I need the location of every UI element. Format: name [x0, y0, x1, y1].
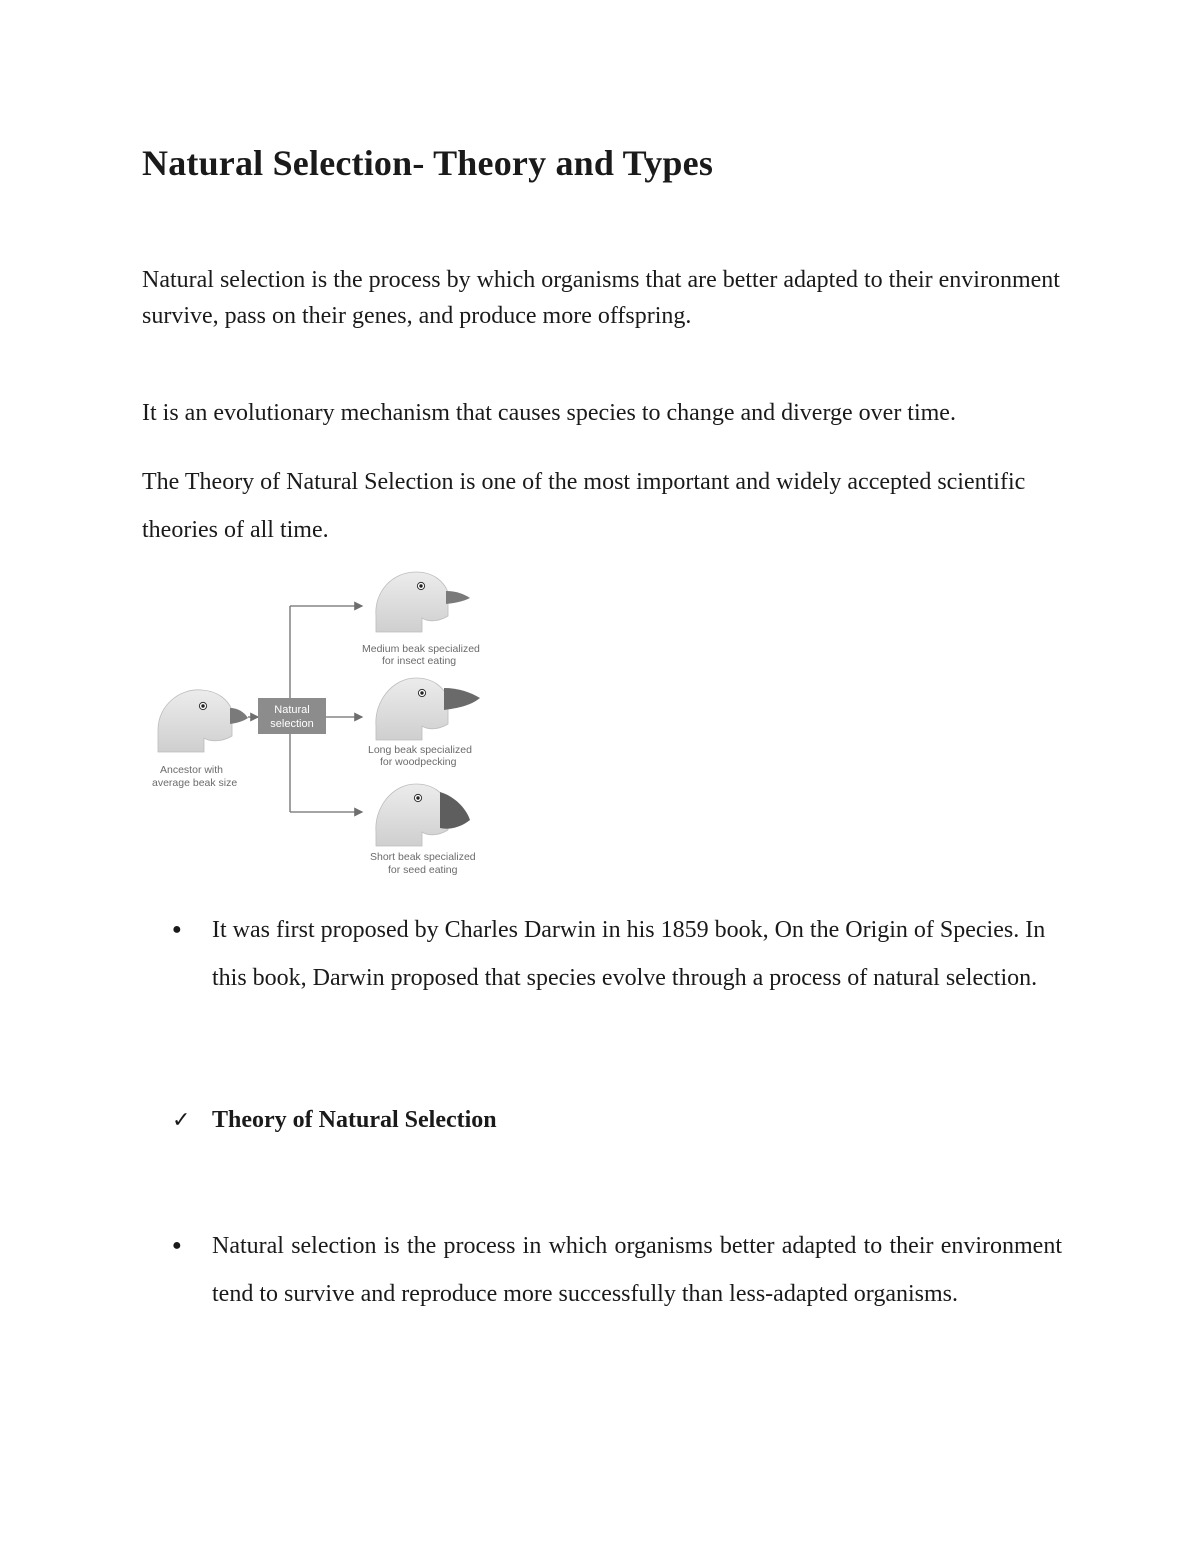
- ancestor-bird-icon: [158, 690, 248, 752]
- long-beak-bird-icon: [376, 678, 480, 740]
- paragraph-importance: The Theory of Natural Selection is one of the most important and widely accepted scientific theories of all time.: [142, 469, 1026, 543]
- long-beak-label-line1: Long beak specialized: [368, 744, 472, 756]
- natural-selection-box: [258, 698, 326, 734]
- natural-selection-label-line1: Natural: [274, 704, 310, 716]
- natural-selection-label-line2: selection: [270, 718, 314, 730]
- medium-beak-label-line1: Medium beak specialized: [362, 643, 480, 655]
- section-heading: Theory of Natural Selection: [212, 1107, 497, 1133]
- list-item: [172, 906, 1062, 1002]
- filled-circle-bullet-icon: ●: [172, 921, 182, 938]
- bullet-text-definition: Natural selection is the process in which organisms better adapted to their environment tend to survive and reproduce more successfully than less-adapted organisms.: [212, 1233, 1062, 1307]
- long-beak-label-line2: for woodpecking: [380, 756, 457, 768]
- bullet-text-darwin: It was first proposed by Charles Darwin in his 1859 book, On the Origin of Species. In this book, Darwin proposed that species evolve through a process of natural selection.: [212, 917, 1046, 991]
- check-mark-icon: ✓: [172, 1108, 191, 1133]
- medium-beak-bird-icon: [376, 572, 470, 632]
- paragraph-mechanism: It is an evolutionary mechanism that causes species to change and diverge over time.: [142, 400, 956, 426]
- list-item: [172, 1222, 1062, 1318]
- short-beak-label-line2: for seed eating: [388, 864, 458, 876]
- ancestor-label-line2: average beak size: [152, 777, 238, 789]
- short-beak-label-line1: Short beak specialized: [370, 851, 476, 863]
- section-heading-row: [172, 1098, 497, 1143]
- paragraph-definition: Natural selection is the process by which organisms that are better adapted to their environment survive, pass on their genes, and produce more offspring.: [142, 267, 1060, 329]
- beak-evolution-diagram: [140, 560, 500, 890]
- document-title: Natural Selection- Theory and Types: [142, 143, 714, 183]
- medium-beak-label-line2: for insect eating: [382, 655, 457, 667]
- short-beak-bird-icon: [376, 784, 470, 846]
- filled-circle-bullet-icon: ●: [172, 1237, 182, 1254]
- ancestor-label-line1: Ancestor with: [160, 764, 224, 776]
